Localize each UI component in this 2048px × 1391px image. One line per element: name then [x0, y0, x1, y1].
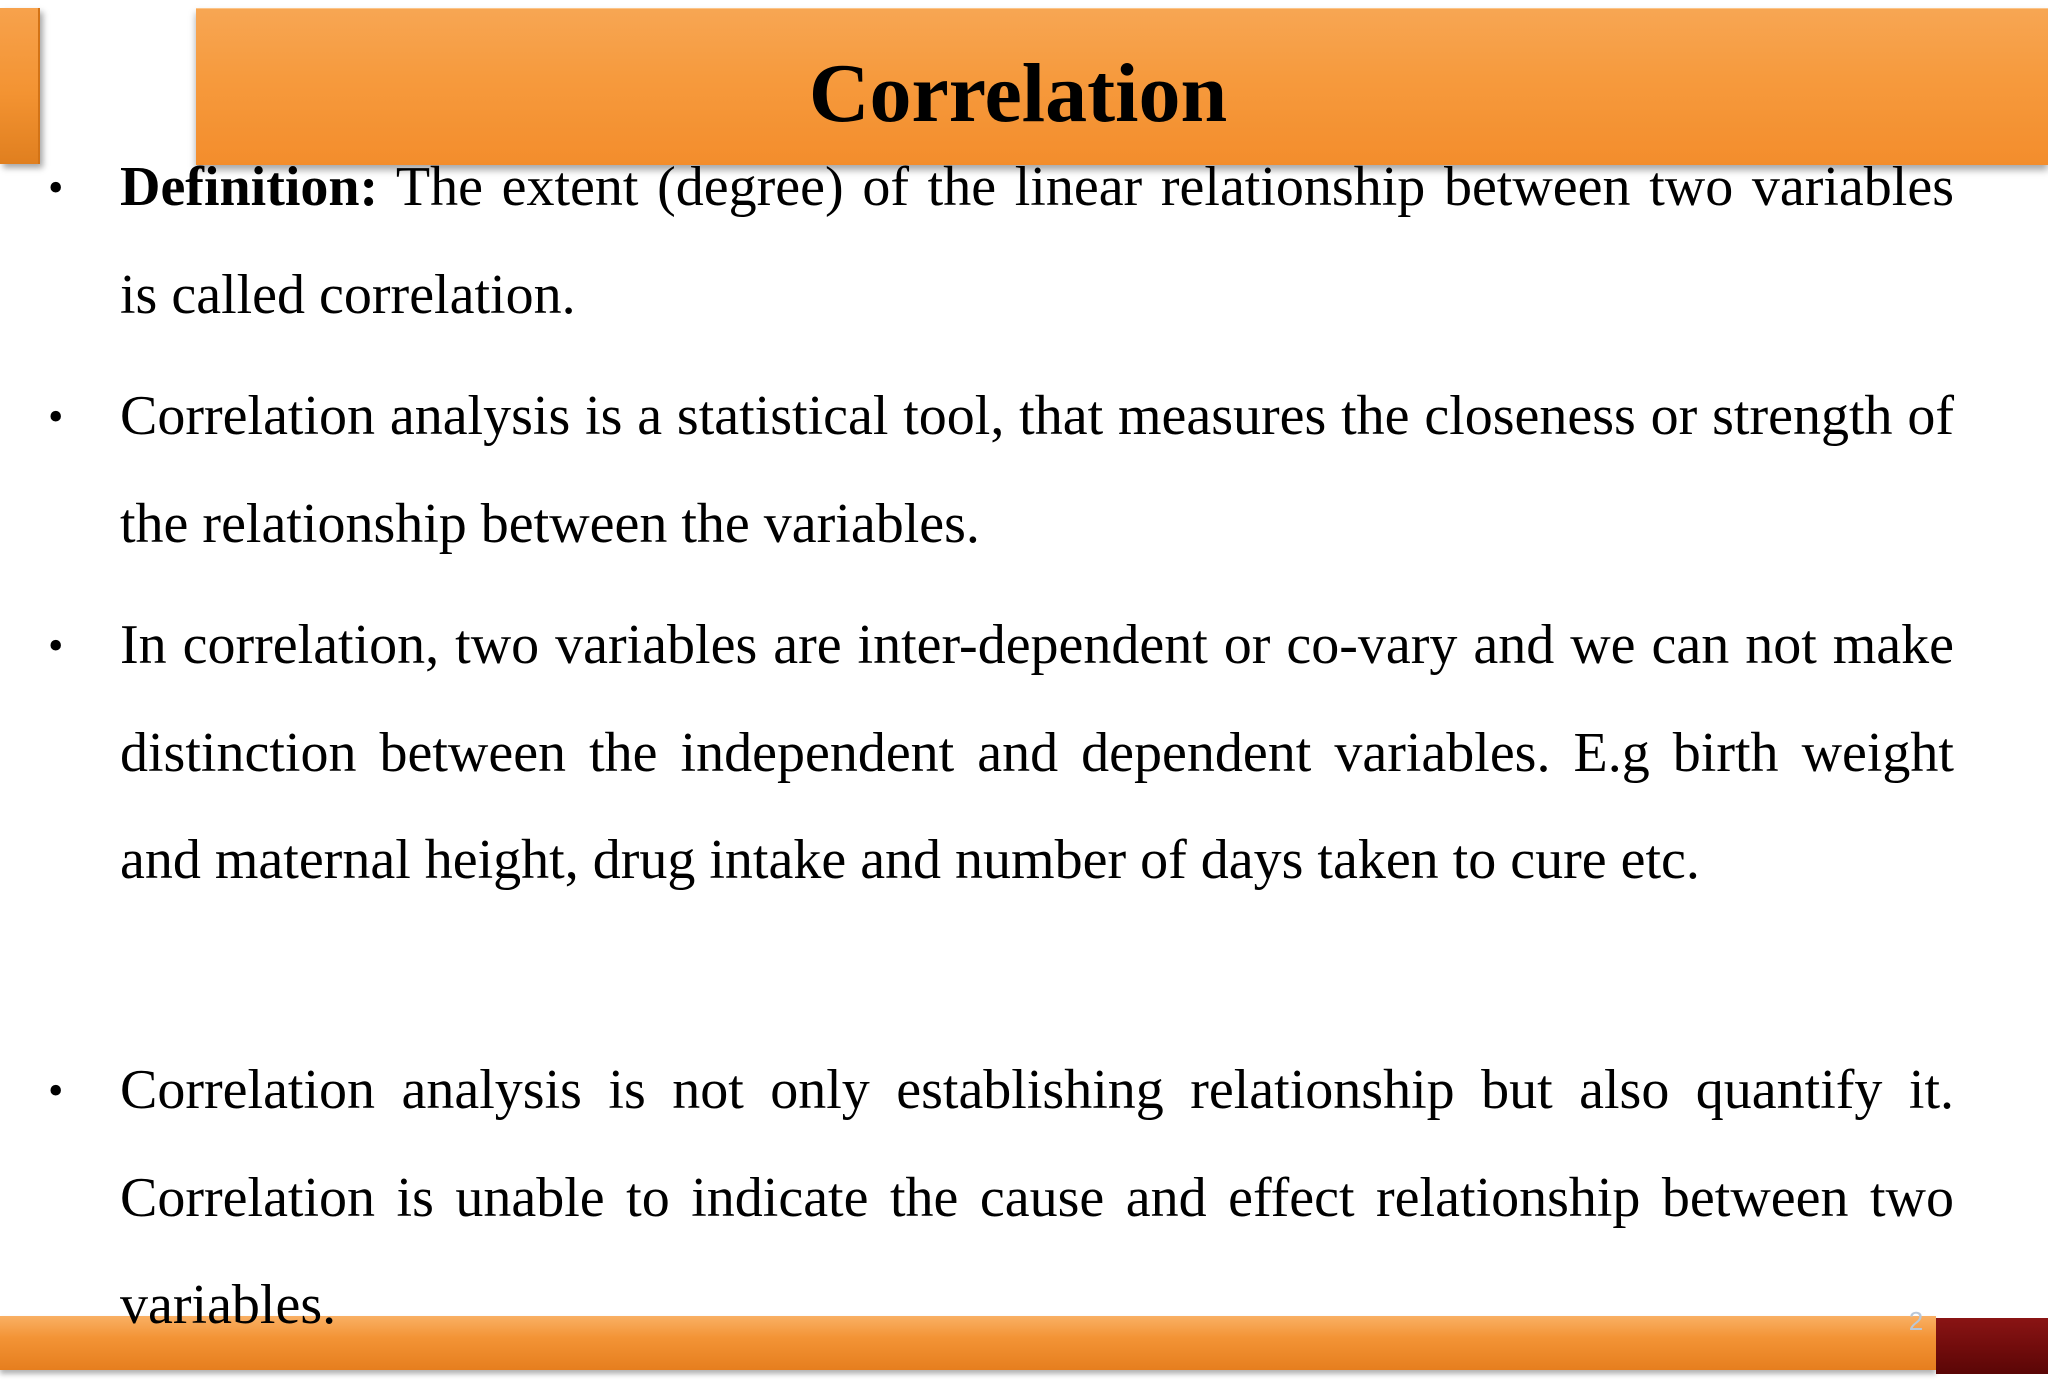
bullet-marker: •	[48, 392, 64, 441]
bullet-text: In correlation, two variables are inter-dependent or co-vary and we can not make distinction between the independent and dependent variables. E.g birth weight and maternal height, drug intake and number of days taken to cure etc.	[120, 614, 1954, 891]
footer-bar	[0, 1316, 1936, 1370]
bullet-item-interdependence	[48, 592, 1954, 915]
footer-accent-block	[1936, 1318, 2048, 1374]
bullet-marker: •	[48, 1066, 64, 1115]
bullet-item-definition	[48, 134, 1954, 349]
page-number: 2	[1908, 1306, 1924, 1336]
bullet-item-analysis-tool	[48, 363, 1954, 578]
bullet-marker: •	[48, 163, 64, 212]
bullet-text: Correlation analysis is not only establishing relationship but also quantify it. Correlation is unable to indicate the cause and effect relationship between two variables.	[120, 1059, 1954, 1336]
definition-text: The extent (degree) of the linear relationship between two variables is called correlation.	[120, 156, 1954, 326]
bullet-item-quantify	[48, 1037, 1954, 1360]
slide-title: Correlation	[808, 47, 1228, 140]
definition-label: Definition:	[120, 156, 379, 218]
bullet-marker: •	[48, 621, 64, 670]
bullet-text: Correlation analysis is a statistical tool, that measures the closeness or strength of the relationship between the variables.	[120, 385, 1954, 555]
